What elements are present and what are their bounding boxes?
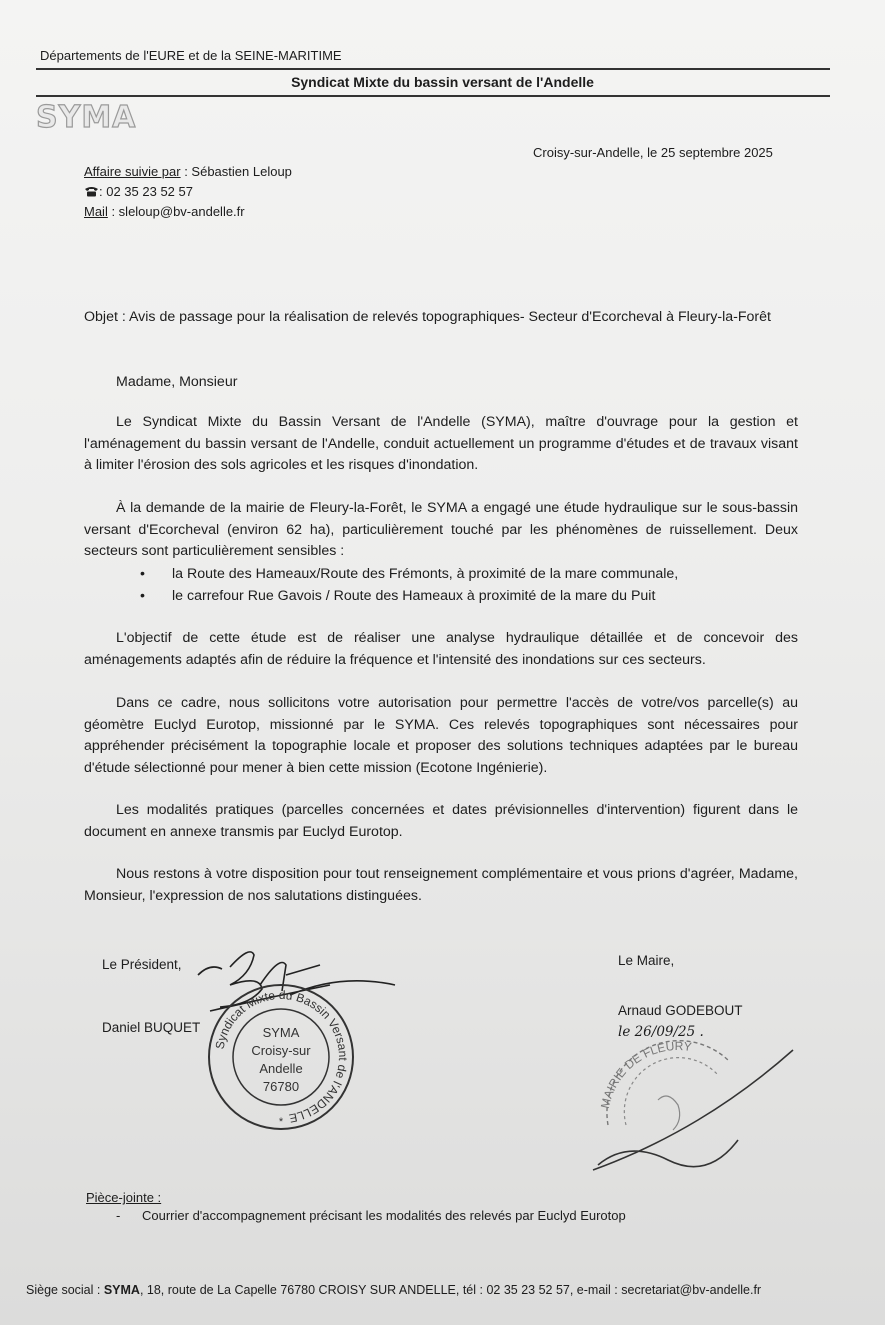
paragraph-6: Nous restons à votre disposition pour tout renseignement complémentaire et vous prions d'agréer, Madame, Monsieur, l'expression de nos salutations distinguées.	[84, 866, 798, 904]
paragraph-4: Dans ce cadre, nous sollicitons votre autorisation pour permettre l'accès de votre/vos parcelle(s) au géomètre Euclyd Eurotop, missionné par le SYMA. Ces relevés topographiques sont nécessaires pour appréhender précisément la topographie locale et proposer des solutions techniques adaptées par le bureau d'étude sélectionné pour mener à bien cette mission (Ecotone Ingénierie).	[84, 695, 798, 776]
mayor-name: Arnaud GODEBOUT	[618, 1003, 743, 1018]
place-date: Croisy-sur-Andelle, le 25 septembre 2025	[533, 145, 773, 160]
stamp-star: *	[278, 1116, 284, 1128]
list-item: • le carrefour Rue Gavois / Route des Hameaux à proximité de la mare du Puit	[140, 585, 678, 607]
paragraph-3: L'objectif de cette étude est de réaliser une analyse hydraulique détaillée et de concevoir des aménagements adaptés afin de réduire la fréquence et l'intensité des inondations sur ces secteurs.	[84, 630, 798, 668]
followed-value: : Sébastien Leloup	[180, 164, 292, 179]
syma-stamp	[206, 982, 356, 1132]
department-line: Départements de l'EURE et de la SEINE-MARITIME	[40, 48, 342, 63]
object-line: Objet : Avis de passage pour la réalisation de relevés topographiques- Secteur d'Ecorcheval à Fleury-la-Forêt	[84, 309, 771, 325]
syndicate-title: Syndicat Mixte du bassin versant de l'Andelle	[291, 74, 594, 90]
mail-value: : sleloup@bv-andelle.fr	[107, 204, 245, 219]
mayor-date: le 26/09/25 .	[618, 1024, 704, 1040]
footer	[26, 1283, 761, 1297]
stamp-line-1: SYMA	[262, 1025, 300, 1040]
contact-followed	[84, 164, 292, 179]
footer-label: Siège social :	[26, 1283, 104, 1297]
mayor-title: Le Maire,	[618, 953, 675, 968]
salutation: Madame, Monsieur	[116, 374, 238, 390]
footer-org: SYMA	[103, 1283, 140, 1297]
syma-logo: SYMA	[36, 100, 137, 135]
svg-text:MAIRIE DE FLEURY	[598, 1039, 692, 1110]
attachment-label: Pièce-jointe :	[86, 1190, 162, 1205]
contact-phone	[84, 184, 193, 199]
mail-label: Mail	[84, 204, 108, 219]
phone-icon	[84, 186, 99, 197]
paragraph-1: Le Syndicat Mixte du Bassin Versant de l'Andelle (SYMA), maître d'ouvrage pour la gestion et l'aménagement du bassin versant de l'Andelle, conduit actuellement un programme d'études et de travaux visant à limiter l'érosion des sols agricoles et les risques d'inondation.	[84, 414, 798, 473]
president-name: Daniel BUQUET	[102, 1020, 201, 1035]
phone-value: : 02 35 23 52 57	[99, 184, 193, 199]
paragraph-2: À la demande de la mairie de Fleury-la-Forêt, le SYMA a engagé une étude hydraulique sur le sous-bassin versant d'Ecorcheval (environ 62 ha), particulièrement touché par les phénomènes de ruissellement. Deux secteurs sont particulièrement sensibles :	[84, 500, 798, 559]
mayor-stamp	[588, 1030, 798, 1180]
stamp-line-2: Croisy-sur	[251, 1043, 311, 1058]
paragraph-5: Les modalités pratiques (parcelles concernées et dates prévisionnelles d'intervention) figurent dans le document en annexe transmis par Euclyd Eurotop.	[84, 802, 798, 840]
stamp-ring-text: Syndicat Mixte du Bassin Versant de l'ANDELLE	[212, 987, 351, 1126]
header-rule-top	[36, 68, 830, 70]
president-title: Le Président,	[102, 957, 182, 972]
list-item: • la Route des Hameaux/Route des Frémonts, à proximité de la mare communale,	[140, 563, 678, 585]
mayor-stamp-text: MAIRIE DE FLEURY	[597, 1038, 693, 1110]
attachment-item: Courrier d'accompagnement précisant les modalités des relevés par Euclyd Eurotop	[142, 1208, 626, 1223]
header-rule-bottom	[36, 95, 830, 97]
stamp-line-4: 76780	[262, 1079, 300, 1094]
sector-list	[140, 563, 678, 607]
footer-text: , 18, route de La Capelle 76780 CROISY SUR ANDELLE, tél : 02 35 23 52 57, e-mail : secretariat@bv-andelle.fr	[139, 1283, 762, 1297]
stamp-line-3: Andelle	[259, 1061, 303, 1076]
followed-label: Affaire suivie par	[84, 164, 181, 179]
attachment-dash: -	[116, 1208, 121, 1223]
contact-mail	[84, 204, 245, 219]
